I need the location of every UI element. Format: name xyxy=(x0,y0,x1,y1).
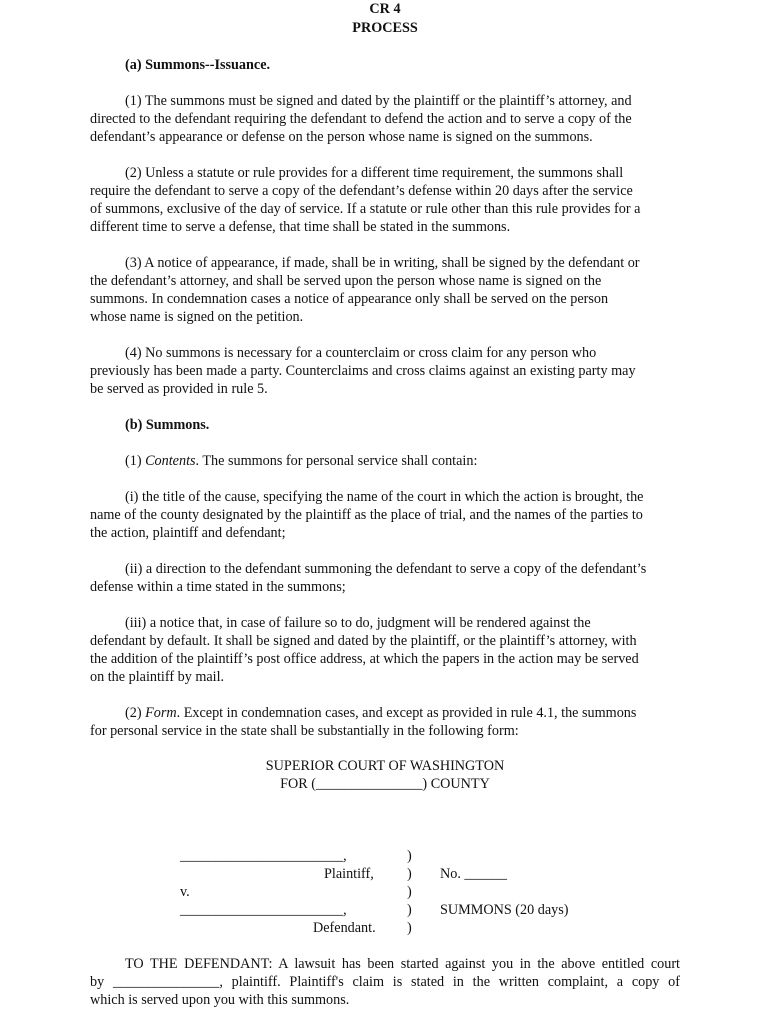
contents-suffix: . The summons for personal service shall contain: xyxy=(195,453,478,469)
text-line: (4) No summons is necessary for a counterclaim or cross claim for any person who xyxy=(125,345,597,361)
court-line-1: SUPERIOR COURT OF WASHINGTON xyxy=(265,758,505,774)
text-line: TO THE DEFENDANT: A lawsuit has been started against you in the above entitled court xyxy=(125,956,680,972)
form-italic: Form xyxy=(145,705,177,721)
text-line: previously has been made a party. Counterclaims and cross claims against an existing party may xyxy=(90,363,636,379)
text-line: the addition of the plaintiff’s post office address, at which the papers in the action may be served xyxy=(90,651,639,667)
summons-label: SUMMONS (20 days) xyxy=(440,902,569,918)
text-line: (iii) a notice that, in case of failure so to do, judgment will be rendered against the xyxy=(125,615,591,631)
text-line: which is served upon you with this summons. xyxy=(90,992,350,1008)
caption-paren: ) xyxy=(407,848,412,864)
caption-paren: ) xyxy=(407,884,412,900)
text-line: the action, plaintiff and defendant; xyxy=(90,525,286,541)
text-line: different time to serve a defense, that time shall be stated in the summons. xyxy=(90,219,511,235)
text-line: for personal service in the state shall be substantially in the following form: xyxy=(90,723,519,739)
plaintiff-blank: _______________________, xyxy=(180,848,347,864)
text-line: defendant by default. It shall be signed and dated by the plaintiff, or the plaintiff’s attorney, with xyxy=(90,633,637,649)
text-line: summons. In condemnation cases a notice of appearance only shall be served on the person xyxy=(90,291,609,307)
contents-line xyxy=(125,452,477,470)
contents-italic: Contents xyxy=(145,453,196,469)
text-line: directed to the defendant requiring the defendant to defend the action and to serve a copy of the xyxy=(90,111,632,127)
case-number-label: No. ______ xyxy=(440,866,507,882)
text-line: be served as provided in rule 5. xyxy=(90,381,268,397)
section-a-heading: (a) Summons--Issuance. xyxy=(125,57,271,73)
text-line: (i) the title of the cause, specifying the name of the court in which the action is brought, the xyxy=(125,489,644,505)
caption-paren: ) xyxy=(407,902,412,918)
text-line: (ii) a direction to the defendant summoning the defendant to serve a copy of the defendant’s xyxy=(125,561,647,577)
text-line: require the defendant to serve a copy of the defendant’s defense within 20 days after the service xyxy=(90,183,633,199)
section-b-heading: (b) Summons. xyxy=(125,417,210,433)
contents-prefix: (1) xyxy=(125,453,146,469)
text-line: the defendant’s attorney, and shall be served upon the person whose name is signed on the xyxy=(90,273,602,289)
plaintiff-label: Plaintiff, xyxy=(324,866,374,882)
text-line: (2) Unless a statute or rule provides for a different time requirement, the summons shall xyxy=(125,165,624,181)
caption-paren: ) xyxy=(407,920,412,936)
rule-number: CR 4 xyxy=(369,1,401,17)
text-line: name of the county designated by the plaintiff as the place of trial, and the names of the parties to xyxy=(90,507,643,523)
form-line xyxy=(125,704,636,722)
form-prefix: (2) xyxy=(125,705,146,721)
defendant-label: Defendant. xyxy=(313,920,376,936)
text-line: defense within a time stated in the summons; xyxy=(90,579,346,595)
defendant-blank: _______________________, xyxy=(180,902,347,918)
text-line: by _______________, plaintiff. Plaintiff's claim is stated in the written complaint, a copy of xyxy=(90,974,680,990)
text-line: of summons, exclusive of the day of service. If a statute or rule other than this rule provides for a xyxy=(90,201,641,217)
text-line: (1) The summons must be signed and dated by the plaintiff or the plaintiff’s attorney, and xyxy=(125,93,632,109)
text-line: on the plaintiff by mail. xyxy=(90,669,225,685)
text-line: defendant’s appearance or defense on the person whose name is signed on the summons. xyxy=(90,129,593,145)
caption-paren: ) xyxy=(407,866,412,882)
text-line: (3) A notice of appearance, if made, shall be in writing, shall be signed by the defendant or xyxy=(125,255,640,271)
versus-label: v. xyxy=(180,884,190,900)
rule-title: PROCESS xyxy=(352,20,418,36)
court-line-2: FOR (_______________) COUNTY xyxy=(280,776,490,792)
form-suffix: . Except in condemnation cases, and except as provided in rule 4.1, the summons xyxy=(176,705,637,721)
text-line: whose name is signed on the petition. xyxy=(90,309,304,325)
